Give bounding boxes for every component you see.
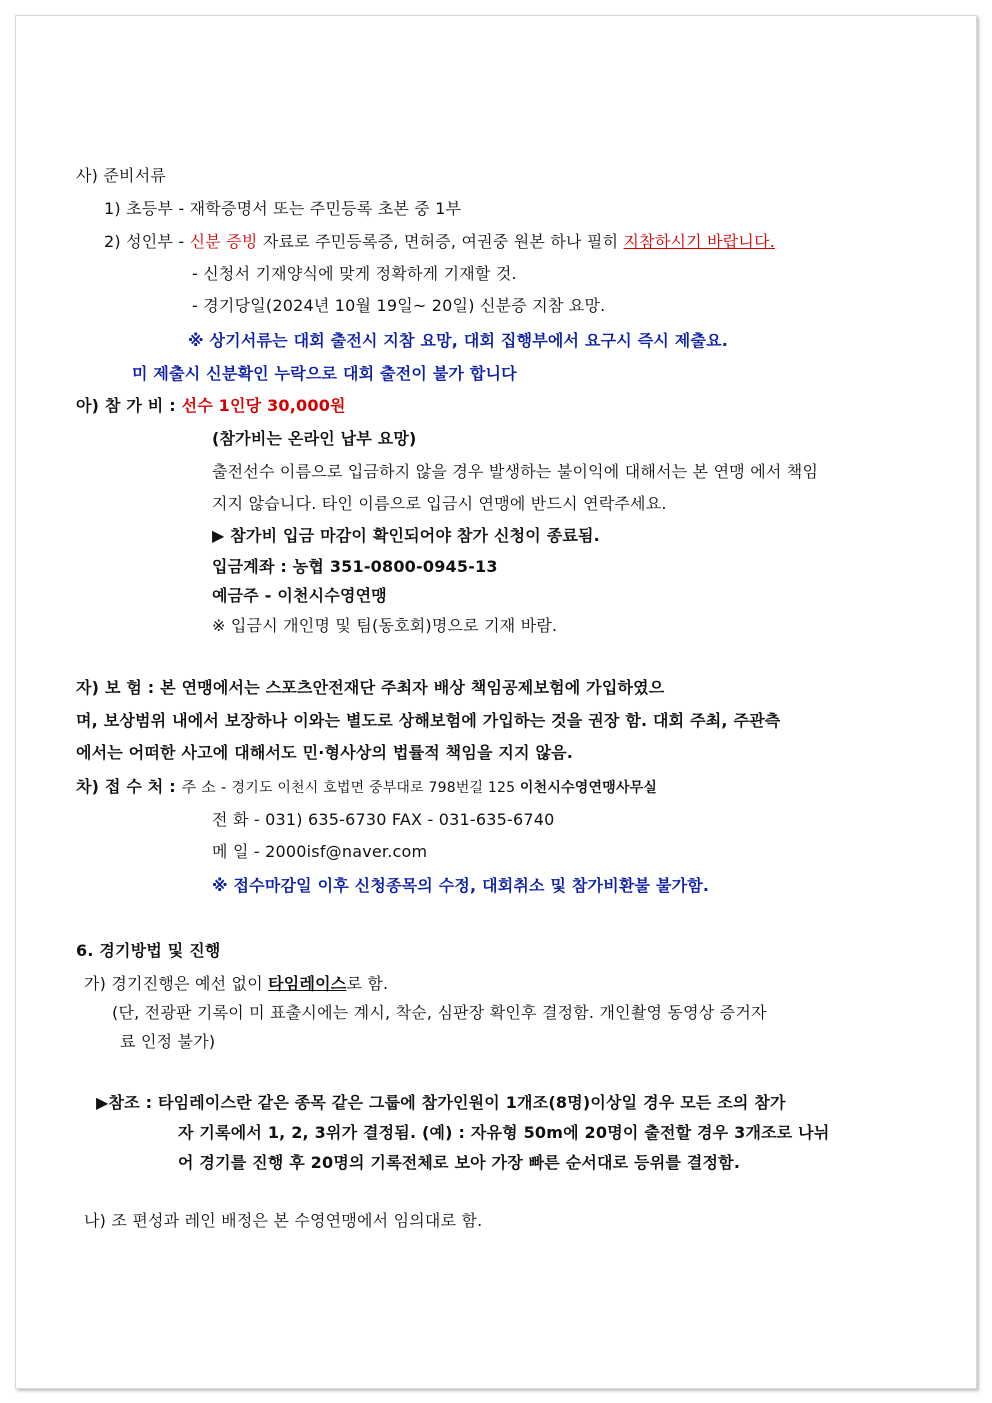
contact-phone-fax: 전 화 - 031) 635-6730 FAX - 031-635-6740: [212, 810, 555, 829]
s6-ga-note-line1: (단, 전광판 기록이 미 표출시에는 계시, 착순, 심판장 확인후 결정함. 개인촬영 동영상 증거자: [112, 1003, 767, 1022]
fee-account-holder: 예금주 - 이천시수영연맹: [212, 586, 387, 605]
s6-reference-line1: ▶참조 : 타임레이스란 같은 종목 같은 그룹에 참가인원이 1개조(8명)이상일 경우 모든 조의 참가: [96, 1093, 786, 1112]
section-sa-heading: 사) 준비서류: [76, 166, 167, 185]
contact-deadline-warning: ※ 접수마감일 이후 신청종목의 수정, 대회취소 및 참가비환불 불가함.: [212, 876, 710, 895]
fee-deadline-note: ▶ 참가비 입금 마감이 확인되어야 참가 신청이 종료됨.: [212, 526, 600, 545]
fee-paragraph-1: 출전선수 이름으로 입금하지 않을 경우 발생하는 불이익에 대해서는 본 연맹 에서 책임: [212, 462, 819, 481]
section-a-fee: 아) 참 가 비 : 선수 1인당 30,000원: [76, 396, 346, 415]
sa-form-note: - 신청서 기재양식에 맞게 정확하게 기재할 것.: [192, 264, 517, 283]
section-ja-insurance-line2: 며, 보상범위 내에서 보장하나 이와는 별도로 상해보험에 가입하는 것을 권장 함. 대회 주최, 주관측: [76, 711, 781, 730]
sa-warning-line1: ※ 상기서류는 대회 출전시 지참 요망, 대회 집행부에서 요구시 즉시 제출요.: [188, 331, 729, 350]
s6-ga-note-line2: 료 인정 불가): [120, 1032, 216, 1051]
sa-id-note: - 경기당일(2024년 10월 19일~ 20일) 신분증 지참 요망.: [192, 296, 606, 315]
section-ja-insurance-line1: 자) 보 험 : 본 연맹에서는 스포츠안전재단 주최자 배상 책임공제보험에 가입하였으: [76, 678, 665, 697]
section-cha-contact: 차) 접 수 처 : 주 소 - 경기도 이천시 호법면 중부대로 798번길 125 이천시수영연맹사무실: [76, 777, 658, 796]
sa-adult: 2) 성인부 - 신분 증빙 자료로 주민등록증, 면허증, 여권중 원본 하나 필히 지참하시기 바랍니다.: [104, 232, 776, 251]
s6-reference-line2: 자 기록에서 1, 2, 3위가 결정됨. (예) : 자유형 50m에 20명이 출전할 경우 3개조로 나뉘: [178, 1123, 830, 1142]
fee-account: 입금계좌 : 농협 351-0800-0945-13: [212, 557, 498, 576]
fee-online-note: (참가비는 온라인 납부 요망): [212, 429, 417, 448]
sa-elementary: 1) 초등부 - 재학증명서 또는 주민등록 초본 중 1부: [104, 199, 462, 218]
section-6-heading: 6. 경기방법 및 진행: [76, 941, 221, 960]
s6-reference-line3: 어 경기를 진행 후 20명의 기록전체로 보아 가장 빠른 순서대로 등위를 결정함.: [178, 1153, 741, 1172]
document-page: [15, 15, 977, 1389]
fee-paragraph-2: 지지 않습니다. 타인 이름으로 입금시 연맹에 반드시 연락주세요.: [212, 494, 667, 513]
contact-email: 메 일 - 2000isf@naver.com: [212, 842, 428, 861]
s6-na-lane-assignment: 나) 조 편성과 레인 배정은 본 수영연맹에서 임의대로 함.: [84, 1211, 483, 1230]
fee-memo-note: ※ 입금시 개인명 및 팀(동호회)명으로 기재 바람.: [212, 616, 558, 635]
s6-ga-timerace: 가) 경기진행은 예선 없이 타임레이스로 함.: [84, 974, 389, 993]
section-ja-insurance-line3: 에서는 어떠한 사고에 대해서도 민·형사상의 법률적 책임을 지지 않음.: [76, 743, 574, 762]
sa-warning-line2: 미 제출시 신분확인 누락으로 대회 출전이 불가 합니다: [132, 364, 517, 383]
